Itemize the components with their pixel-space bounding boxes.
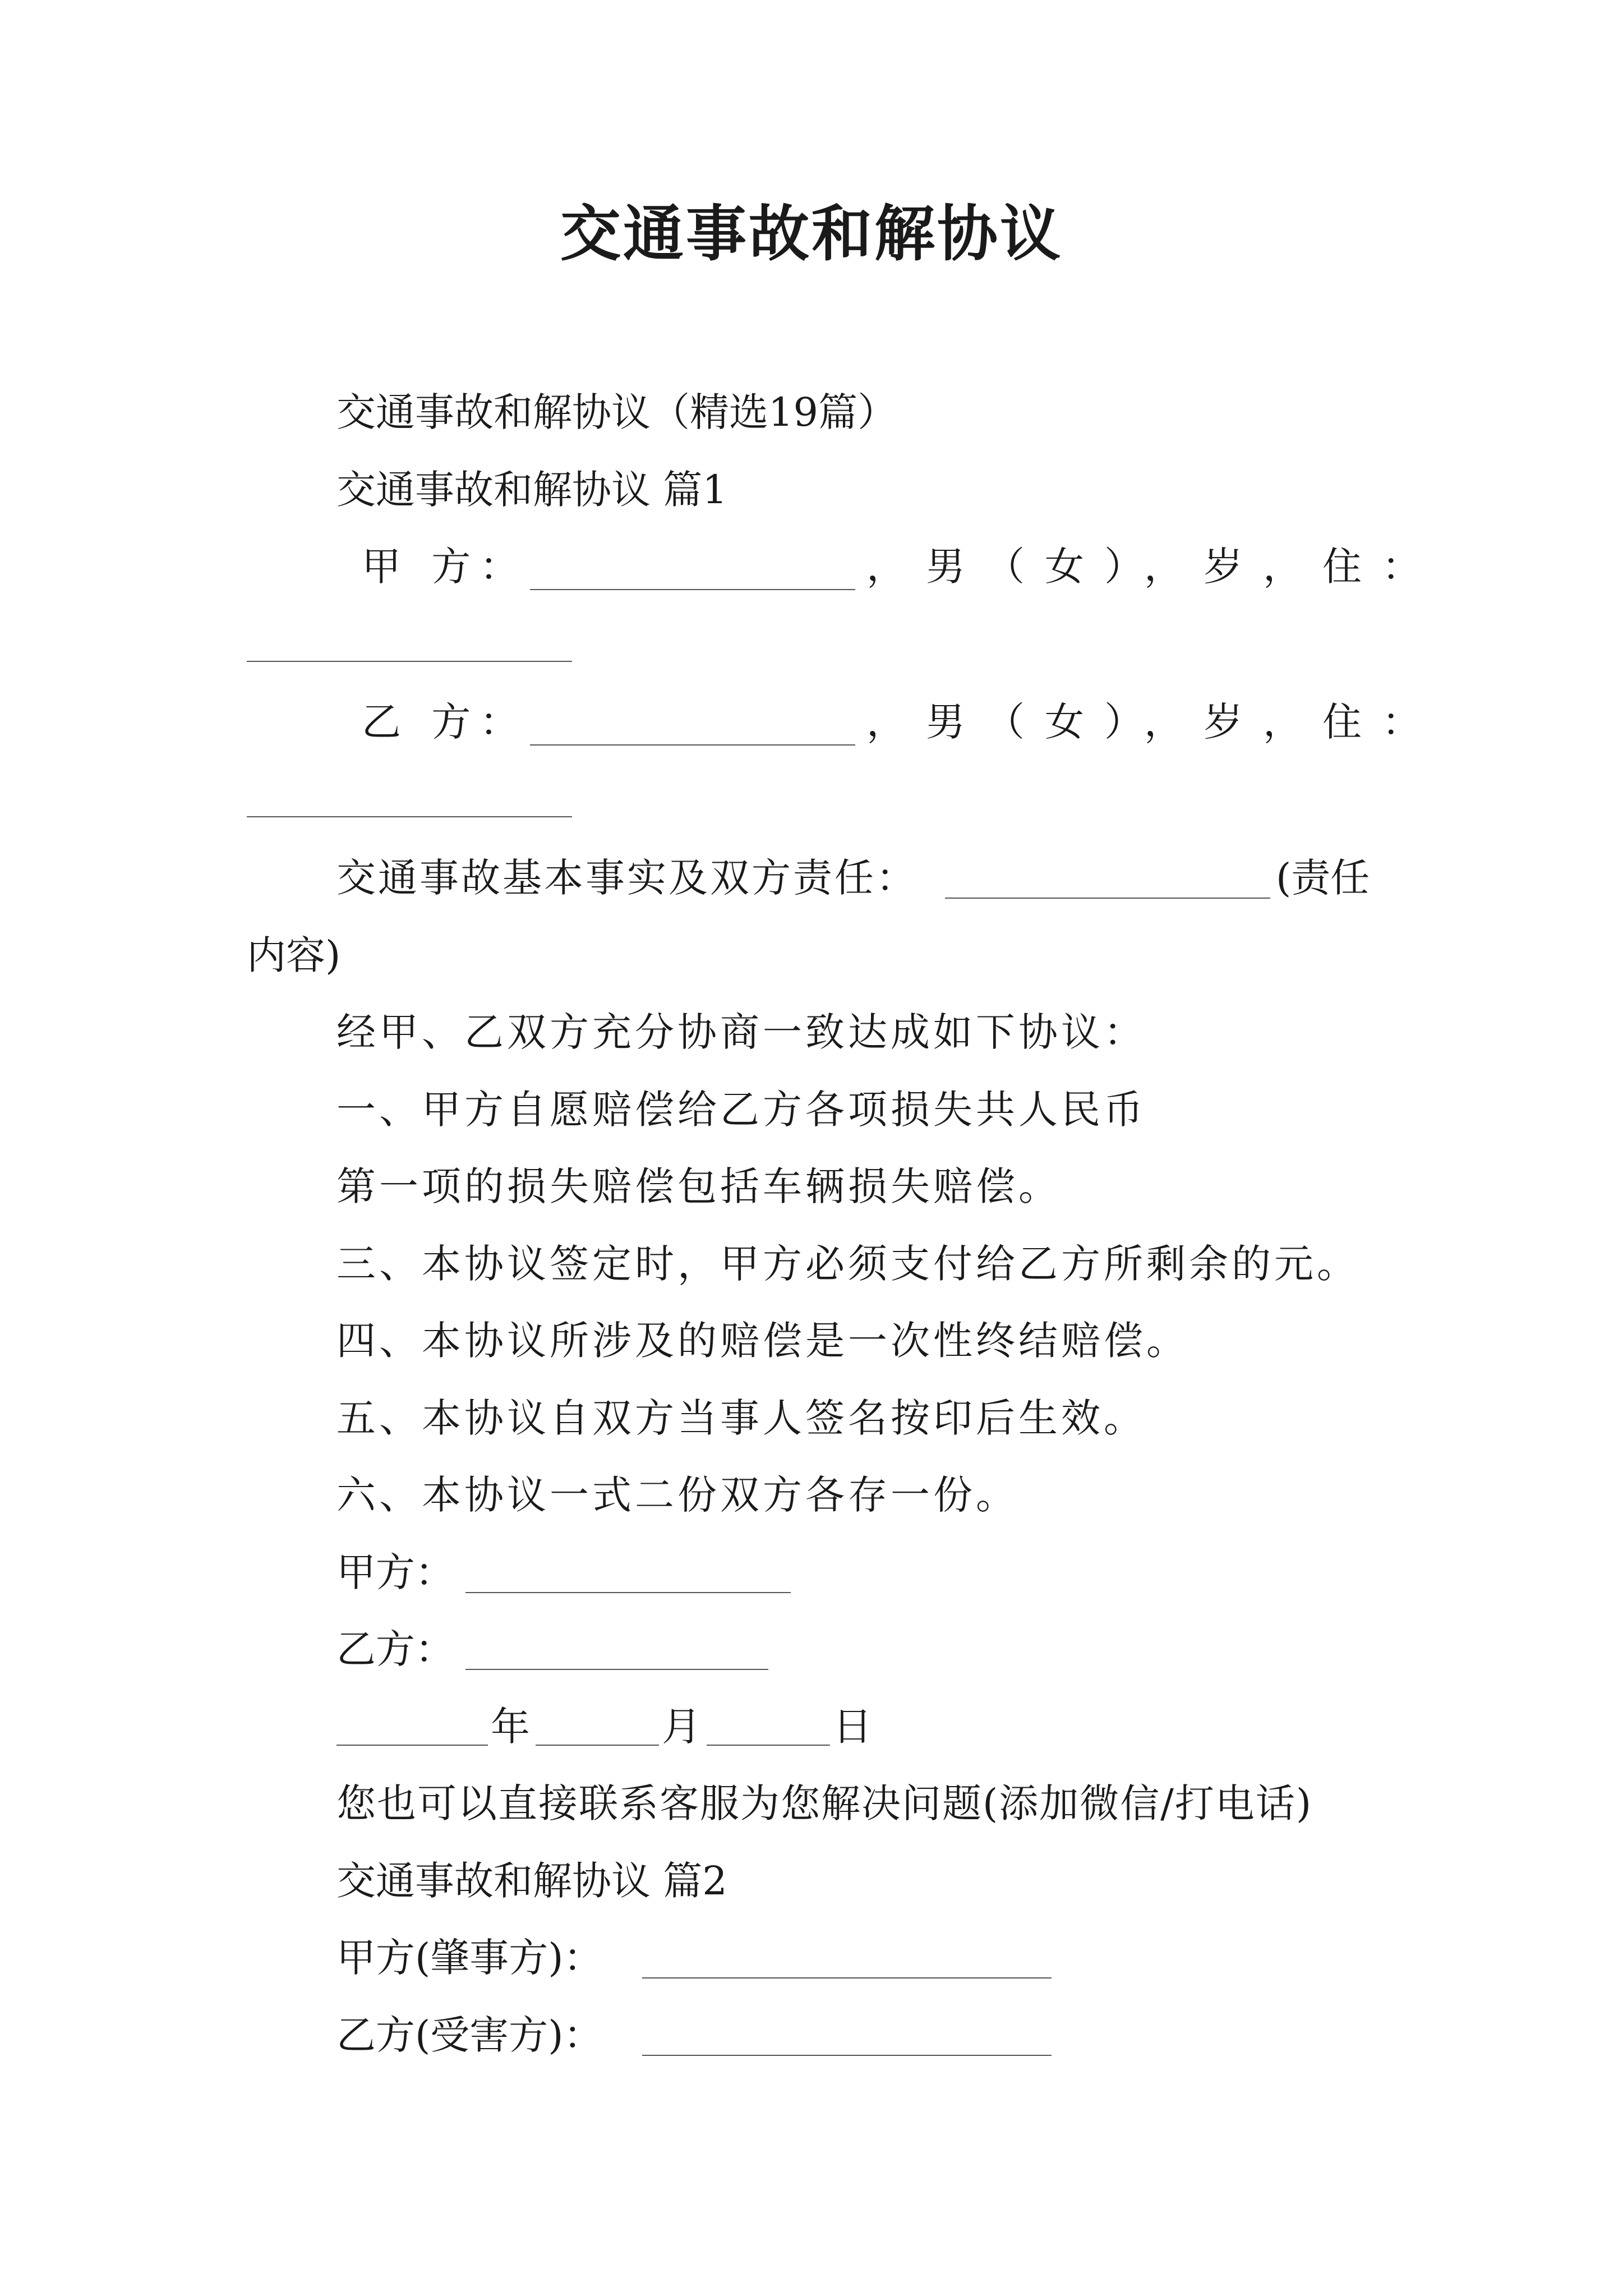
facts-blank (945, 898, 1270, 899)
party-a-name-blank (530, 589, 855, 590)
party-b-label: 乙 方： (362, 699, 528, 745)
agreement-intro: 经甲、乙双方充分协商一致达成如下协议： (336, 1009, 1146, 1055)
year-blank (336, 1745, 488, 1746)
clause-5: 五、本协议自双方当事人签名按印后生效。 (336, 1395, 1146, 1441)
clause-4: 四、本协议所涉及的赔偿是一次性终结赔偿。 (336, 1318, 1189, 1364)
day-label: 日 (833, 1704, 872, 1750)
perpetrator-label: 甲方(肇事方)： (336, 1935, 603, 1981)
section-heading-1: 交通事故和解协议 篇1 (336, 467, 727, 513)
document-title: 交通事故和解协议 (560, 199, 1063, 269)
facts-tail: (责任 (1276, 855, 1370, 901)
party-a-label: 甲 方： (362, 544, 528, 590)
party-a-address-blank (247, 661, 572, 662)
party-b-name-blank (530, 744, 855, 746)
party-b-address-blank (247, 816, 572, 817)
section-heading-2: 交通事故和解协议 篇2 (336, 1858, 727, 1904)
clause-1: 一、甲方自愿赔偿给乙方各项损失共人民币 (336, 1087, 1146, 1133)
month-label: 月 (662, 1704, 701, 1750)
facts-label: 交通事故基本事实及双方责任： (336, 855, 917, 901)
clause-6: 六、本协议一式二份双方各存一份。 (336, 1472, 1018, 1518)
signature-party-b-label: 乙方： (336, 1626, 454, 1672)
victim-label: 乙方(受害方)： (336, 2012, 603, 2058)
perpetrator-blank (642, 1977, 1052, 1978)
year-label: 年 (491, 1704, 530, 1750)
month-blank (536, 1745, 659, 1746)
signature-party-a-label: 甲方： (336, 1549, 454, 1595)
day-blank (707, 1745, 830, 1746)
clause-2: 第一项的损失赔偿包括车辆损失赔偿。 (336, 1163, 1061, 1209)
contact-note: 您也可以直接联系客服为您解决问题(添加微信/打电话) (336, 1780, 1313, 1826)
signature-party-a-blank (465, 1592, 791, 1593)
party-a-details: ，男（女），岁，住： (866, 544, 1441, 590)
party-b-details: ，男（女），岁，住： (866, 699, 1441, 745)
signature-party-b-blank (465, 1669, 768, 1670)
victim-blank (642, 2055, 1052, 2056)
facts-continuation: 内容) (247, 932, 341, 978)
clause-3: 三、本协议签定时，甲方必须支付给乙方所剩余的元。 (336, 1241, 1359, 1287)
subtitle-line: 交通事故和解协议（精选19篇） (336, 389, 897, 435)
